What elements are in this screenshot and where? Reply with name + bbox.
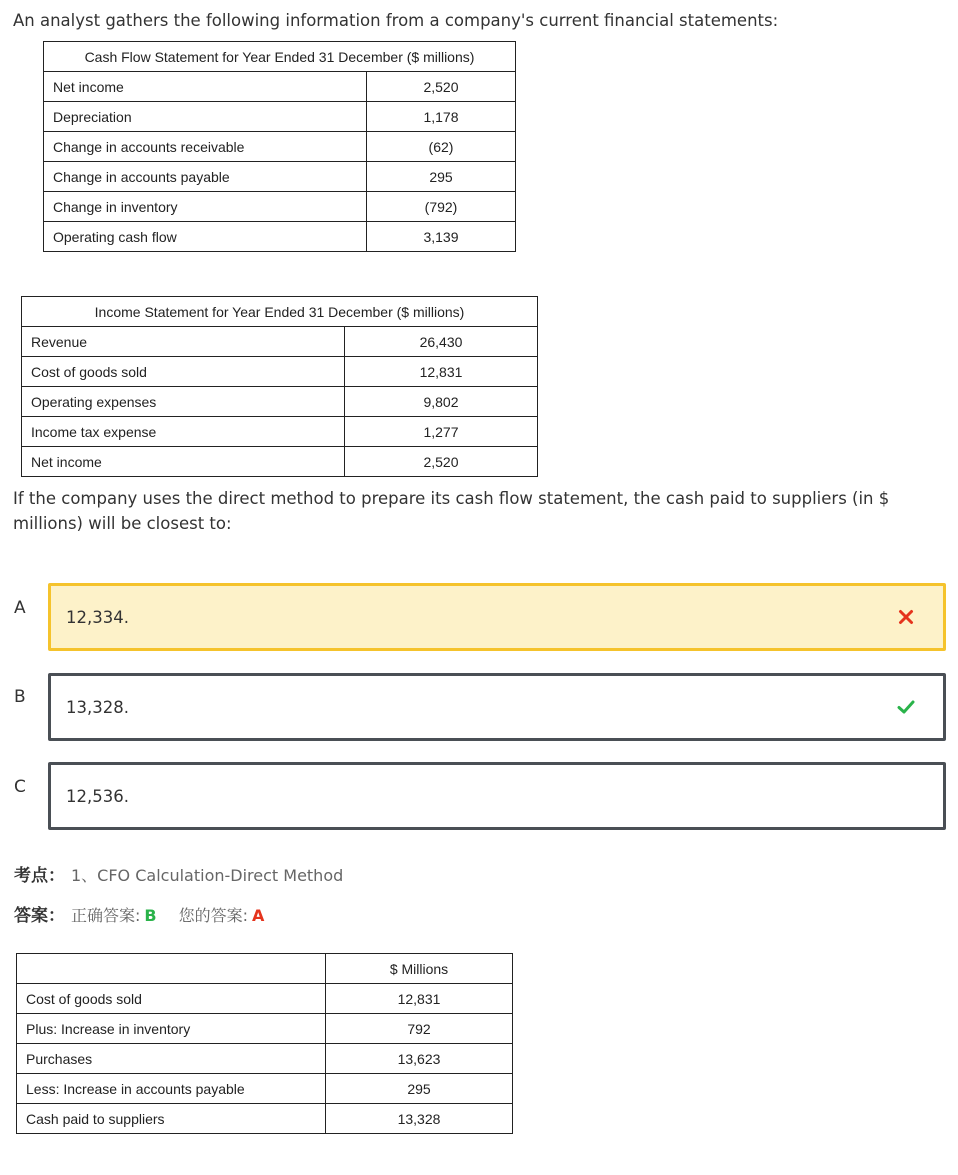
table-row <box>17 1104 513 1134</box>
row-label: Change in inventory <box>44 192 367 222</box>
row-label: Operating expenses <box>22 387 345 417</box>
table-row <box>22 447 538 477</box>
table-row <box>44 72 516 102</box>
row-value: 1,277 <box>345 417 538 447</box>
row-value: 13,328 <box>326 1104 513 1134</box>
option-letter-b: B <box>14 687 26 707</box>
correct-answer-value: B <box>144 906 157 925</box>
row-value: 13,623 <box>326 1044 513 1074</box>
cash-flow-statement-table <box>43 41 516 252</box>
option-letter-a: A <box>14 598 26 618</box>
row-value: 3,139 <box>367 222 516 252</box>
table-row <box>44 222 516 252</box>
row-label: Change in accounts receivable <box>44 132 367 162</box>
option-a[interactable] <box>48 583 946 651</box>
table-row <box>44 192 516 222</box>
row-label: Cost of goods sold <box>22 357 345 387</box>
option-letter-c: C <box>14 777 26 797</box>
table-row <box>22 327 538 357</box>
row-value: 792 <box>326 1014 513 1044</box>
row-value: 295 <box>326 1074 513 1104</box>
row-label: Plus: Increase in inventory <box>17 1014 326 1044</box>
table-row <box>17 1044 513 1074</box>
option-text: 13,328. <box>66 697 129 717</box>
row-value: 12,831 <box>345 357 538 387</box>
option-c[interactable] <box>48 762 946 830</box>
row-label: Cost of goods sold <box>17 984 326 1014</box>
table-title: Cash Flow Statement for Year Ended 31 December ($ millions) <box>44 42 516 72</box>
row-value: 2,520 <box>345 447 538 477</box>
check-icon <box>897 698 915 716</box>
row-label: Net income <box>22 447 345 477</box>
table-row <box>22 357 538 387</box>
topic-value: 1、CFO Calculation-Direct Method <box>71 866 344 885</box>
table-header-row <box>44 42 516 72</box>
solution-table <box>16 953 513 1134</box>
topic-row <box>14 861 343 886</box>
row-value: 9,802 <box>345 387 538 417</box>
row-label: Net income <box>44 72 367 102</box>
table-row <box>17 1074 513 1104</box>
cross-icon <box>897 608 915 626</box>
row-label: Change in accounts payable <box>44 162 367 192</box>
row-label: Income tax expense <box>22 417 345 447</box>
row-label: Cash paid to suppliers <box>17 1104 326 1134</box>
header-empty-cell <box>17 954 326 984</box>
answer-row <box>14 901 264 926</box>
correct-answer-label: 正确答案: <box>71 906 141 925</box>
your-answer-value: A <box>252 906 265 925</box>
option-b[interactable] <box>48 673 946 741</box>
row-label: Revenue <box>22 327 345 357</box>
table-row <box>44 162 516 192</box>
row-label: Less: Increase in accounts payable <box>17 1074 326 1104</box>
row-label: Purchases <box>17 1044 326 1074</box>
row-value: 12,831 <box>326 984 513 1014</box>
your-answer-label: 您的答案: <box>178 906 249 925</box>
row-value: (62) <box>367 132 516 162</box>
table-row <box>17 984 513 1014</box>
table-row <box>44 102 516 132</box>
table-row <box>22 417 538 447</box>
option-text: 12,536. <box>66 786 129 806</box>
table-header-row <box>17 954 513 984</box>
row-value: 26,430 <box>345 327 538 357</box>
table-title: Income Statement for Year Ended 31 December ($ millions) <box>22 297 538 327</box>
income-statement-table <box>21 296 538 477</box>
table-header-row <box>22 297 538 327</box>
row-value: 2,520 <box>367 72 516 102</box>
row-value: (792) <box>367 192 516 222</box>
table-row <box>17 1014 513 1044</box>
row-label: Operating cash flow <box>44 222 367 252</box>
table-row <box>22 387 538 417</box>
question-intro: An analyst gathers the following information from a company's current financial statements: <box>13 11 779 30</box>
answer-label: 答案： <box>14 906 65 926</box>
row-value: 1,178 <box>367 102 516 132</box>
column-header: $ Millions <box>326 954 513 984</box>
question-text: If the company uses the direct method to prepare its cash flow statement, the cash paid to suppliers (in $ millions) will be closest to: <box>13 489 890 533</box>
row-label: Depreciation <box>44 102 367 132</box>
topic-label: 考点： <box>14 866 65 886</box>
table-row <box>44 132 516 162</box>
option-text: 12,334. <box>66 607 129 627</box>
row-value: 295 <box>367 162 516 192</box>
